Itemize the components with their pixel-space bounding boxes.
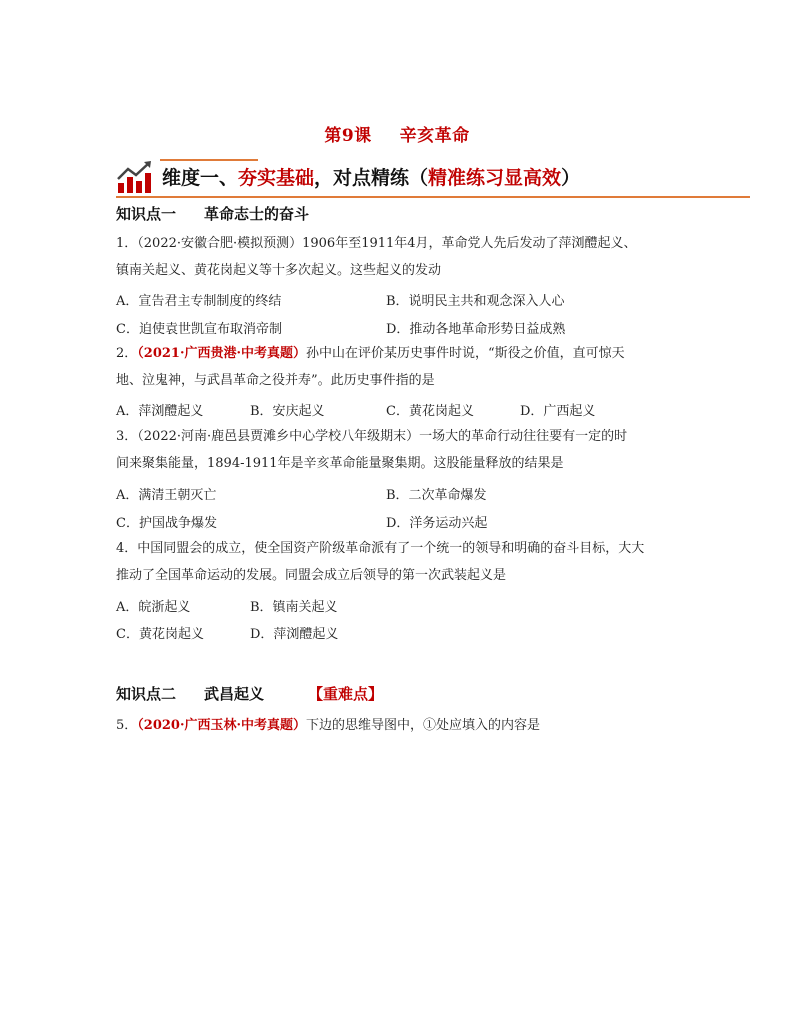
- q4-option-a: A．皖浙起义: [116, 600, 191, 615]
- q2-line1: 2．（2021·广西贵港·中考真题）孙中山在评价某历史事件时说，“斯役之价值，直可惊天: [116, 346, 625, 361]
- header-top-rule: [160, 159, 258, 161]
- q3-option-c: C．护国战争爆发: [116, 516, 217, 531]
- section-heading-1: 知识点一 革命志士的奋斗: [116, 205, 310, 223]
- q1-line1: 1．（2022·安徽合肥·模拟预测）1906年至1911年4月，革命党人先后发动了萍浏醴起义、: [116, 236, 637, 251]
- q5-line1: 5．（2020·广西玉林·中考真题）下边的思维导图中，①处应填入的内容是: [116, 718, 541, 733]
- q3-line1: 3．（2022·河南·鹿邑县贾滩乡中心学校八年级期末）一场大的革命行动往往要有一定的时: [116, 429, 628, 444]
- q2-option-b: B．安庆起义: [250, 404, 325, 419]
- q2-option-d: D．广西起义: [520, 404, 596, 419]
- q3-option-a: A．满清王朝灭亡: [116, 488, 217, 503]
- lesson-number: 第9课: [324, 126, 372, 146]
- q4-option-c: C．黄花岗起义: [116, 627, 204, 642]
- question-4: [116, 535, 752, 589]
- q3-option-d: D．洋务运动兴起: [386, 516, 488, 531]
- q2-option-a: A．萍浏醴起义: [116, 404, 204, 419]
- question-1: [116, 230, 752, 284]
- q1-option-c: C．迫使袁世凯宣布取消帝制: [116, 322, 282, 337]
- q4-option-b: B．镇南关起义: [250, 600, 338, 615]
- header-bottom-rule: [116, 196, 750, 198]
- lesson-name: 辛亥革命: [399, 126, 470, 146]
- difficulty-tag: 【重难点】: [308, 685, 384, 703]
- q2-option-c: C．黄花岗起义: [386, 404, 474, 419]
- question-2: [116, 340, 752, 394]
- dimension-title: 维度一、夯实基础，对点精练（精准练习显高效）: [162, 167, 581, 189]
- q4-line2: 推动了全国革命运动的发展。同盟会成立后领导的第一次武装起义是: [116, 568, 507, 583]
- q4-line1: 4．中国同盟会的成立，使全国资产阶级革命派有了一个统一的领导和明确的奋斗目标，大大: [116, 541, 645, 556]
- question-5: [116, 712, 752, 739]
- q3-line2: 间来聚集能量，1894-1911年是辛亥革命能量聚集期。这股能量释放的结果是: [116, 456, 564, 471]
- q1-option-a: A．宣告君主专制制度的终结: [116, 294, 282, 309]
- question-3: [116, 423, 752, 477]
- section-heading-2: 知识点二 武昌起义 【重难点】: [116, 685, 384, 703]
- q3-option-b: B．二次革命爆发: [386, 488, 487, 503]
- q1-option-d: D．推动各地革命形势日益成熟: [386, 322, 566, 337]
- q2-source: （2021·广西贵港·中考真题）: [137, 346, 307, 361]
- q2-line2: 地、泣鬼神，与武昌革命之役并寿”。此历史事件指的是: [116, 373, 435, 388]
- dimension-header: [116, 157, 750, 199]
- q5-source: （2020·广西玉林·中考真题）: [137, 718, 307, 733]
- page-title: [0, 121, 794, 146]
- q1-option-b: B．说明民主共和观念深入人心: [386, 294, 565, 309]
- bar-chart-growth-icon: [116, 159, 156, 195]
- q1-line2: 镇南关起义、黄花岗起义等十多次起义。这些起义的发动: [116, 263, 442, 278]
- q4-option-d: D．萍浏醴起义: [250, 627, 339, 642]
